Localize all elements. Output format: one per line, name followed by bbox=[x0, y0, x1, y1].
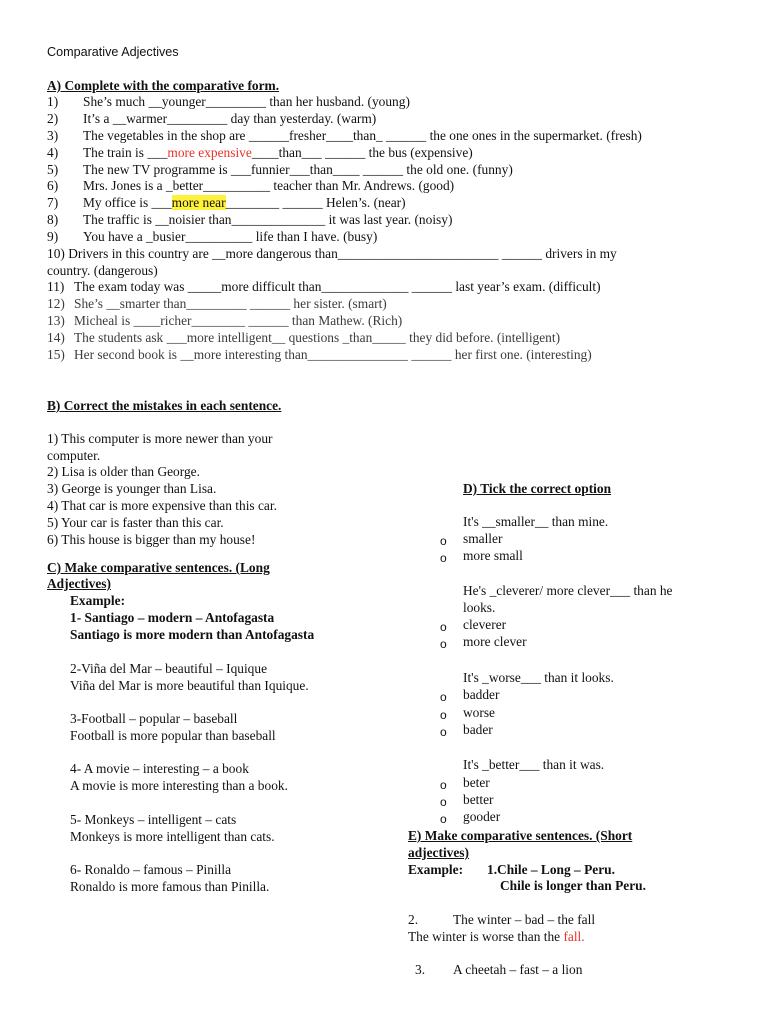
c-item-2-answer: Viña del Mar is more beautiful than Iquique. bbox=[70, 678, 309, 693]
c-example-prompt: 1- Santiago – modern – Antofagasta bbox=[70, 610, 275, 625]
d-q4-option-3-bullet: o bbox=[440, 812, 447, 826]
section-c-heading-line1: C) Make comparative sentences. (Long bbox=[47, 560, 270, 575]
d-q4-option-2-bullet: o bbox=[440, 795, 447, 809]
d-q2-stem-line1: He's _cleverer/ more clever___ than he bbox=[463, 583, 673, 598]
d-q4-option-2[interactable]: better bbox=[463, 792, 494, 807]
a-item-9-text: You have a _busier__________ life than I have. (busy) bbox=[83, 229, 378, 244]
a-item-2-text: It’s a __warmer_________ day than yesterday. (warm) bbox=[83, 111, 377, 126]
d-q3-option-1[interactable]: badder bbox=[463, 687, 500, 702]
d-q2-option-1-bullet: o bbox=[440, 620, 447, 634]
d-q3-option-1-bullet: o bbox=[440, 690, 447, 704]
a-item-6-text: Mrs. Jones is a _better__________ teacher than Mr. Andrews. (good) bbox=[83, 178, 455, 193]
a-item-6-num: 6) bbox=[47, 178, 59, 193]
a-item-1 bbox=[47, 94, 410, 110]
a-item-9 bbox=[47, 229, 377, 245]
e-item-2-answer bbox=[408, 929, 585, 945]
a-item-12-num: 12) bbox=[47, 296, 65, 311]
c-item-2-prompt: 2-Viña del Mar – beautiful – Iquique bbox=[70, 661, 268, 676]
d-q2-option-2-bullet: o bbox=[440, 637, 447, 651]
section-e-heading-line1: E) Make comparative sentences. (Short bbox=[408, 828, 633, 843]
a-item-15-num: 15) bbox=[47, 347, 65, 362]
a-item-8 bbox=[47, 212, 452, 228]
b-line-5: 4) That car is more expensive than this car. bbox=[47, 498, 277, 513]
a-item-9-num: 9) bbox=[47, 229, 59, 244]
e-item-3-num: 3. bbox=[415, 962, 426, 977]
a-item-15 bbox=[47, 347, 592, 363]
a-item-8-num: 8) bbox=[47, 212, 59, 227]
c-item-6-prompt: 6- Ronaldo – famous – Pinilla bbox=[70, 862, 232, 877]
b-line-7: 6) This house is bigger than my house! bbox=[47, 532, 256, 547]
a-item-7-num: 7) bbox=[47, 195, 59, 210]
c-item-4-answer: A movie is more interesting than a book. bbox=[70, 778, 288, 793]
a-item-5-num: 5) bbox=[47, 162, 59, 177]
d-q1-option-2-bullet: o bbox=[440, 551, 447, 565]
d-q3-option-2[interactable]: worse bbox=[463, 705, 495, 720]
a-item-14-text: The students ask ___more intelligent__ questions _than_____ they did before. (intelligent) bbox=[74, 330, 561, 345]
e-example-prompt: 1.Chile – Long – Peru. bbox=[487, 862, 615, 877]
a-item-3-text: The vegetables in the shop are ______fresher____than_ ______ the one ones in the supermarket. (fresh) bbox=[83, 128, 642, 143]
c-item-6-answer: Ronaldo is more famous than Pinilla. bbox=[70, 879, 270, 894]
section-d-heading: D) Tick the correct option bbox=[463, 481, 612, 496]
e-item-2-num: 2. bbox=[408, 912, 419, 927]
a-item-5 bbox=[47, 162, 513, 178]
b-line-3: 2) Lisa is older than George. bbox=[47, 464, 200, 479]
d-q4-stem: It's _better___ than it was. bbox=[463, 757, 605, 772]
a-item-11 bbox=[47, 279, 601, 295]
a-item-13-num: 13) bbox=[47, 313, 65, 328]
a-item-7-pre: My office is ___ bbox=[83, 195, 172, 210]
a-item-13-text: Micheal is ____richer________ ______ than Mathew. (Rich) bbox=[74, 313, 403, 328]
d-q2-stem-line2: looks. bbox=[463, 600, 496, 615]
b-line-4: 3) George is younger than Lisa. bbox=[47, 481, 217, 496]
a-item-1-num: 1) bbox=[47, 94, 59, 109]
c-example-answer: Santiago is more modern than Antofagasta bbox=[70, 627, 315, 642]
e-example-answer: Chile is longer than Peru. bbox=[500, 878, 646, 893]
c-item-5-prompt: 5- Monkeys – intelligent – cats bbox=[70, 812, 237, 827]
a-item-2 bbox=[47, 111, 376, 127]
a-item-6 bbox=[47, 178, 454, 194]
c-example-label: Example: bbox=[70, 593, 126, 608]
a-item-1-text: She’s much __younger_________ than her husband. (young) bbox=[83, 94, 410, 109]
c-item-3-prompt: 3-Football – popular – baseball bbox=[70, 711, 238, 726]
a-item-7-post: ________ ______ Helen’s. (near) bbox=[225, 195, 406, 210]
a-item-8-text: The traffic is __noisier than______________ it was last year. (noisy) bbox=[83, 212, 453, 227]
a-item-10-line1: 10) Drivers in this country are __more dangerous than________________________ ______ drivers in my bbox=[47, 246, 617, 261]
section-b-heading: B) Correct the mistakes in each sentence. bbox=[47, 398, 282, 413]
b-line-6: 5) Your car is faster than this car. bbox=[47, 515, 224, 530]
d-q3-option-2-bullet: o bbox=[440, 708, 447, 722]
section-e-heading-line2: adjectives) bbox=[408, 845, 469, 860]
a-item-4-num: 4) bbox=[47, 145, 59, 160]
d-q1-option-1[interactable]: smaller bbox=[463, 531, 503, 546]
d-q3-option-3-bullet: o bbox=[440, 725, 447, 739]
e-item-2-prompt: The winter – bad – the fall bbox=[453, 912, 596, 927]
d-q3-option-3[interactable]: bader bbox=[463, 722, 493, 737]
a-item-3 bbox=[47, 128, 642, 144]
c-item-4-prompt: 4- A movie – interesting – a book bbox=[70, 761, 249, 776]
e-item-2-answer-red: fall. bbox=[563, 929, 585, 944]
d-q2-option-1[interactable]: cleverer bbox=[463, 617, 507, 632]
a-item-3-num: 3) bbox=[47, 128, 59, 143]
a-item-10-line2: country. (dangerous) bbox=[47, 263, 158, 278]
e-item-3-prompt: A cheetah – fast – a lion bbox=[453, 962, 583, 977]
d-q4-option-1[interactable]: beter bbox=[463, 775, 490, 790]
d-q1-option-2[interactable]: more small bbox=[463, 548, 523, 563]
a-item-2-num: 2) bbox=[47, 111, 59, 126]
a-item-11-num: 11) bbox=[47, 279, 65, 294]
b-line-1: 1) This computer is more newer than your bbox=[47, 431, 273, 446]
d-q4-option-1-bullet: o bbox=[440, 778, 447, 792]
a-item-14-num: 14) bbox=[47, 330, 65, 345]
d-q4-option-3[interactable]: gooder bbox=[463, 809, 501, 824]
a-item-13 bbox=[47, 313, 402, 329]
d-q1-option-1-bullet: o bbox=[440, 534, 447, 548]
a-item-4-post: ____than___ ______ the bus (expensive) bbox=[251, 145, 473, 160]
worksheet-title: Comparative Adjectives bbox=[47, 45, 179, 59]
a-item-5-text: The new TV programme is ___funnier___than____ ______ the old one. (funny) bbox=[83, 162, 513, 177]
section-c-heading-line2: Adjectives) bbox=[47, 576, 111, 591]
a-item-12-text: She’s __smarter than_________ ______ her sister. (smart) bbox=[74, 296, 387, 311]
a-item-7-highlight: more near bbox=[171, 195, 226, 210]
b-line-2: computer. bbox=[47, 448, 101, 463]
a-item-7 bbox=[47, 195, 406, 211]
c-item-3-answer: Football is more popular than baseball bbox=[70, 728, 276, 743]
d-q2-option-2[interactable]: more clever bbox=[463, 634, 527, 649]
c-item-5-answer: Monkeys is more intelligent than cats. bbox=[70, 829, 275, 844]
a-item-4 bbox=[47, 145, 473, 161]
e-item-2-answer-text: The winter is worse than the bbox=[408, 929, 564, 944]
a-item-4-pre: The train is ___ bbox=[83, 145, 168, 160]
a-item-15-text: Her second book is __more interesting than_______________ ______ her first one. (interesting) bbox=[74, 347, 592, 362]
a-item-12 bbox=[47, 296, 387, 312]
d-q3-stem: It's _worse___ than it looks. bbox=[463, 670, 614, 685]
a-item-14 bbox=[47, 330, 560, 346]
d-q1-stem: It's __smaller__ than mine. bbox=[463, 514, 609, 529]
a-item-4-answer: more expensive bbox=[167, 145, 252, 160]
e-example-label: Example: bbox=[408, 862, 464, 877]
a-item-11-text: The exam today was _____more difficult than_____________ ______ last year’s exam. (difficult) bbox=[74, 279, 601, 294]
section-a-heading: A) Complete with the comparative form. bbox=[47, 78, 280, 93]
